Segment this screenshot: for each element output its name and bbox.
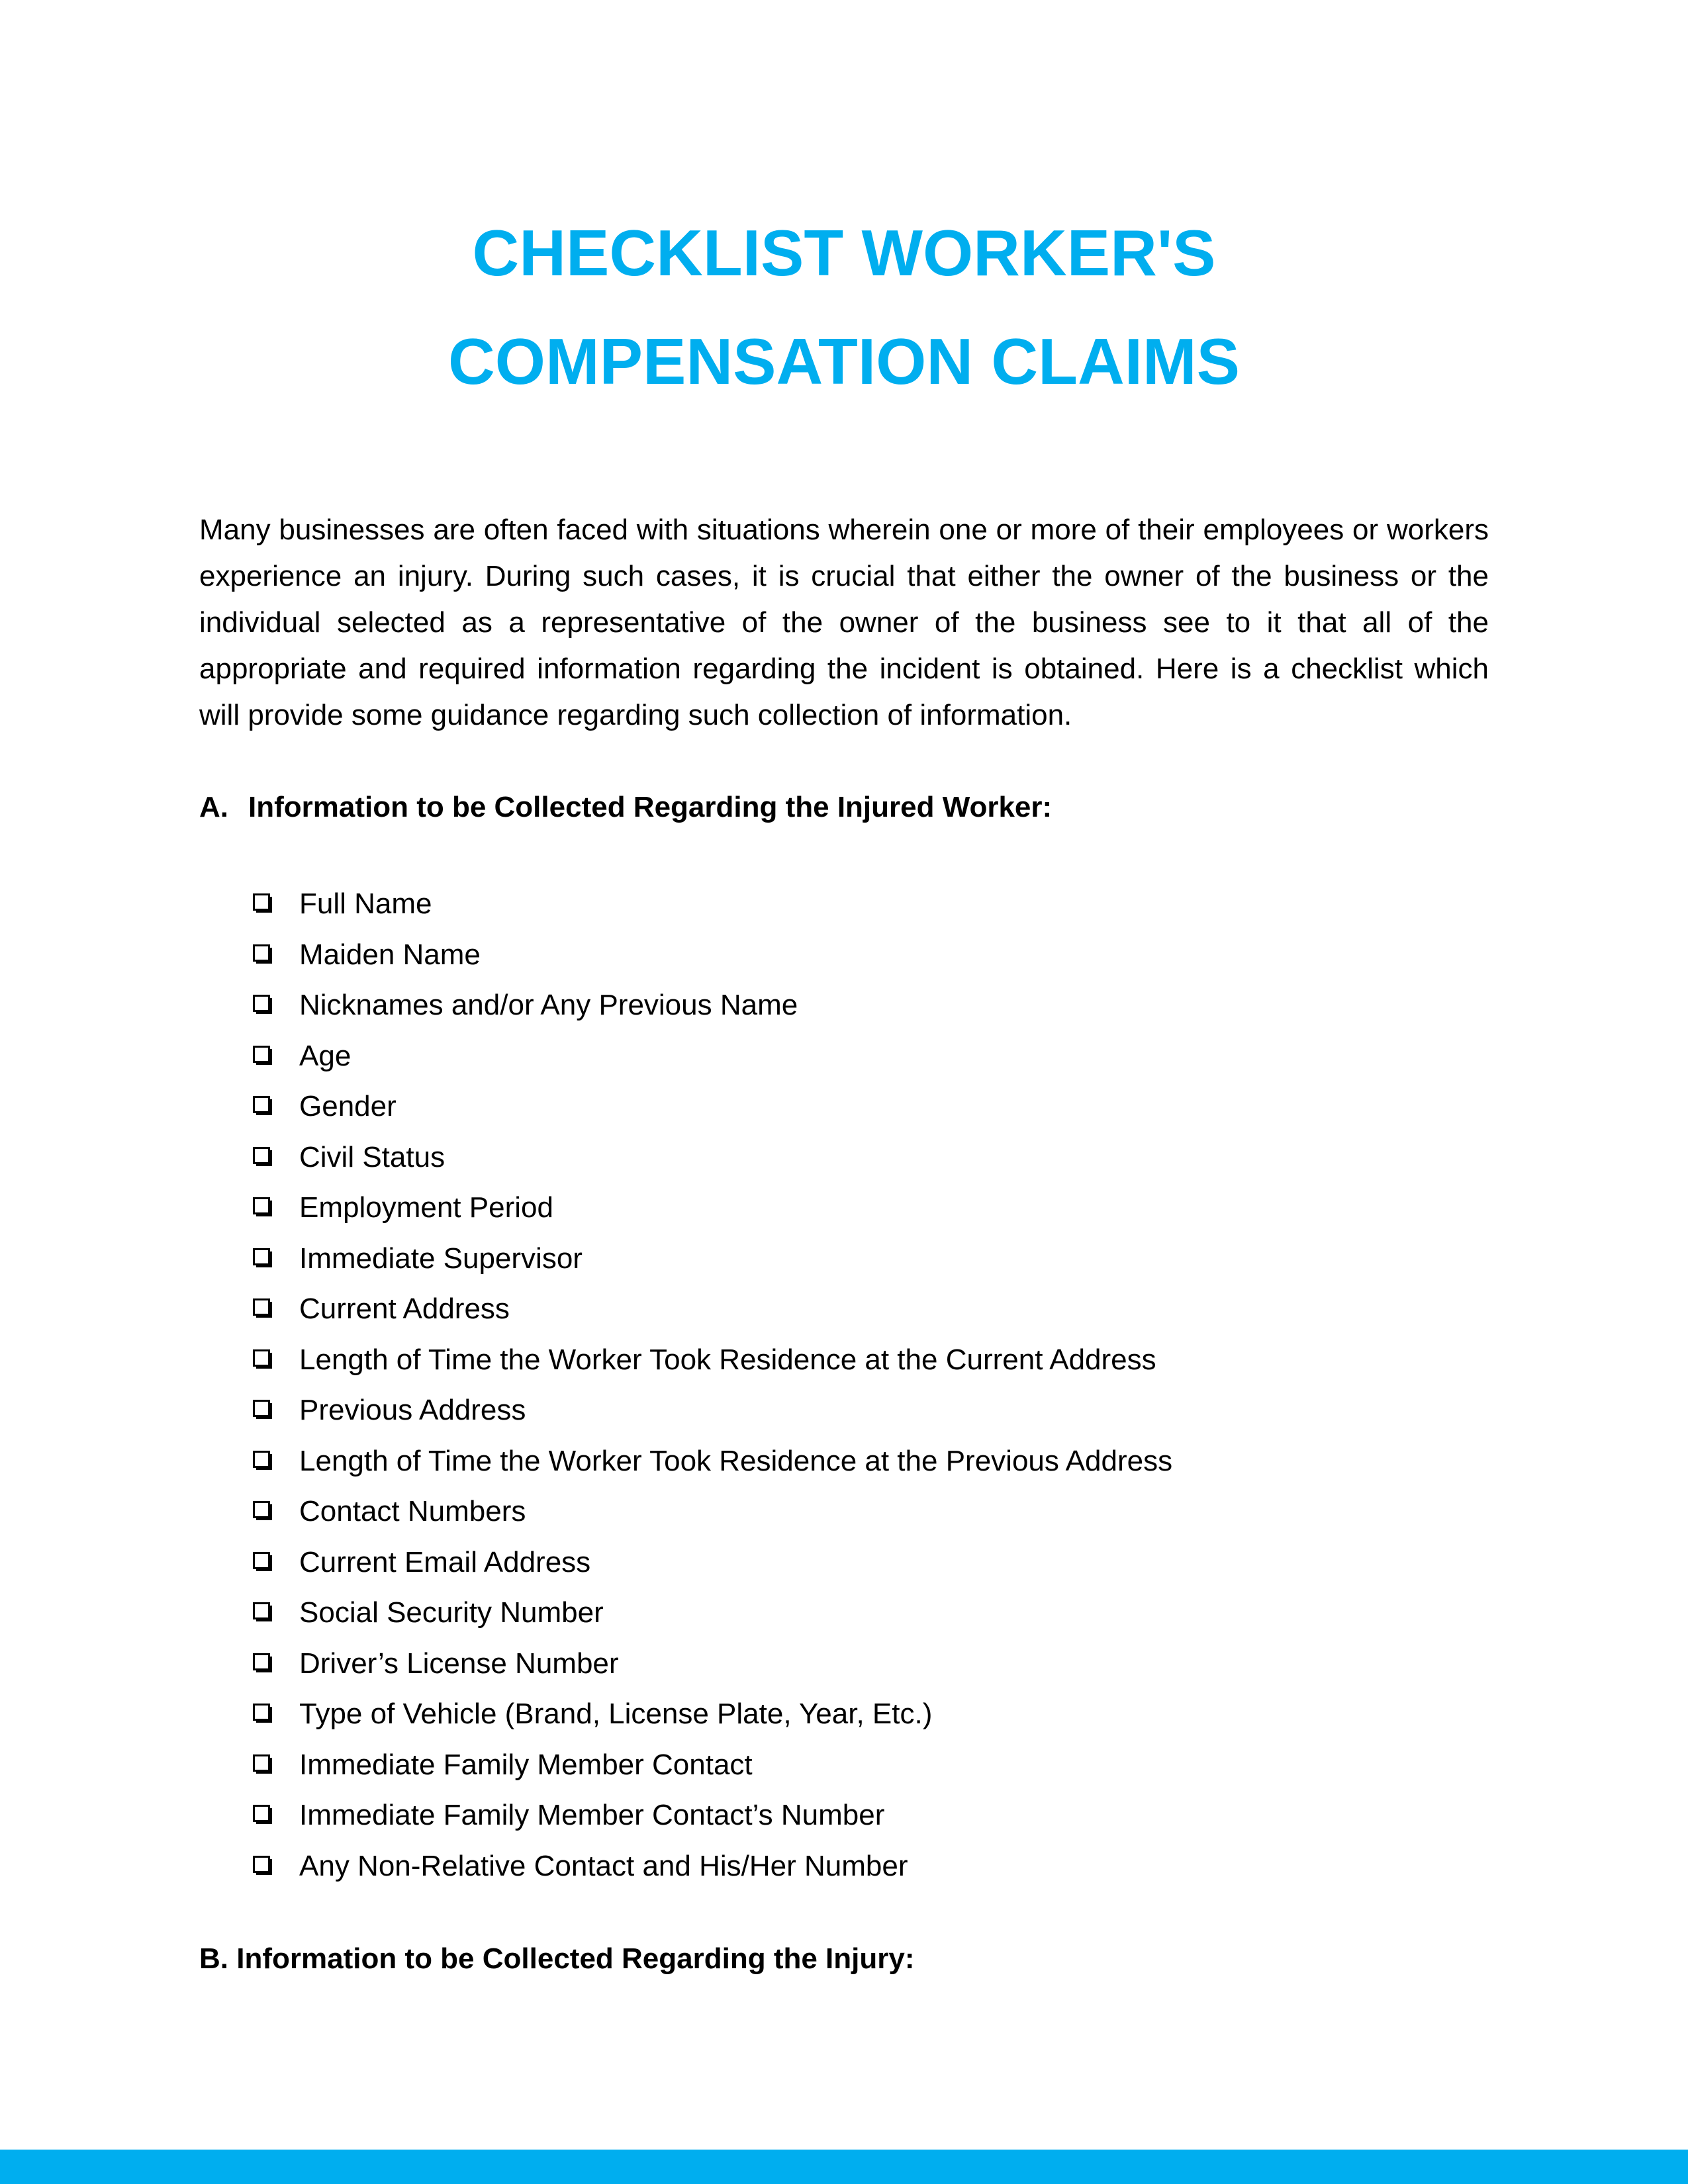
checkbox-icon[interactable]: [252, 985, 299, 1025]
checklist-item-label: Age: [299, 1039, 352, 1072]
checklist-item: [252, 1745, 1172, 1796]
checklist-item: [252, 1390, 1172, 1441]
checklist-item: [252, 1593, 1172, 1644]
checklist-item-label: Current Address: [299, 1293, 510, 1325]
document-title: [0, 199, 1688, 416]
section-a-letter: A.: [199, 791, 228, 823]
checklist-item: [252, 1796, 1172, 1846]
checklist-item: [252, 1289, 1172, 1340]
checkbox-icon[interactable]: [252, 1239, 299, 1279]
checkbox-icon[interactable]: [252, 1340, 299, 1380]
title-line-1: CHECKLIST WORKER'S: [472, 216, 1216, 289]
checklist-item-label: Nicknames and/or Any Previous Name: [299, 989, 798, 1021]
checklist-item-label: Maiden Name: [299, 938, 481, 971]
checkbox-icon[interactable]: [252, 1188, 299, 1228]
checkbox-icon[interactable]: [252, 1796, 299, 1835]
checklist-item-label: Immediate Supervisor: [299, 1242, 583, 1275]
checklist-item-label: Civil Status: [299, 1140, 445, 1173]
checklist-item-label: Full Name: [299, 887, 432, 920]
section-a-title: Information to be Collected Regarding the Injured Worker:: [248, 791, 1053, 823]
checkbox-icon[interactable]: [252, 1593, 299, 1633]
footer-accent-bar: [0, 2150, 1688, 2184]
checklist-item: [252, 985, 1172, 1036]
checklist-item: [252, 1036, 1172, 1087]
checklist-item-label: Gender: [299, 1090, 397, 1122]
checklist-item-label: Type of Vehicle (Brand, License Plate, Year, Etc.): [299, 1698, 933, 1730]
checklist-item: [252, 1644, 1172, 1695]
section-b-heading: B. Information to be Collected Regarding the Injury:: [199, 1942, 915, 1975]
checklist-item: [252, 1188, 1172, 1239]
title-line-2: COMPENSATION CLAIMS: [448, 325, 1240, 398]
checklist-item: [252, 1543, 1172, 1594]
checklist-item: [252, 1239, 1172, 1290]
worker-info-checklist: [252, 884, 1172, 1897]
checklist-item: [252, 1138, 1172, 1189]
checklist-item-label: Previous Address: [299, 1394, 526, 1426]
checklist-item-label: Contact Numbers: [299, 1495, 526, 1527]
checklist-item-label: Current Email Address: [299, 1545, 591, 1578]
checklist-item: [252, 884, 1172, 935]
checklist-item-label: Employment Period: [299, 1191, 553, 1224]
checkbox-icon[interactable]: [252, 1390, 299, 1430]
checklist-item: [252, 1441, 1172, 1492]
checklist-item: [252, 1340, 1172, 1391]
checklist-item-label: Length of Time the Worker Took Residence at the Previous Address: [299, 1444, 1173, 1477]
checkbox-icon[interactable]: [252, 1543, 299, 1582]
checklist-item-label: Immediate Family Member Contact: [299, 1748, 753, 1781]
checkbox-icon[interactable]: [252, 884, 299, 924]
checklist-item: [252, 1846, 1172, 1897]
checkbox-icon[interactable]: [252, 1745, 299, 1785]
checklist-item-label: Any Non-Relative Contact and His/Her Number: [299, 1849, 908, 1882]
checkbox-icon[interactable]: [252, 1694, 299, 1734]
checkbox-icon[interactable]: [252, 1492, 299, 1531]
checklist-item: [252, 1694, 1172, 1745]
checkbox-icon[interactable]: [252, 1644, 299, 1684]
checklist-item: [252, 1087, 1172, 1138]
checkbox-icon[interactable]: [252, 1846, 299, 1886]
checkbox-icon[interactable]: [252, 1138, 299, 1177]
checkbox-icon[interactable]: [252, 1087, 299, 1126]
checklist-item: [252, 1492, 1172, 1543]
checkbox-icon[interactable]: [252, 935, 299, 975]
checklist-item-label: Length of Time the Worker Took Residence at the Current Address: [299, 1343, 1156, 1376]
checkbox-icon[interactable]: [252, 1289, 299, 1329]
checklist-item-label: Immediate Family Member Contact’s Number: [299, 1799, 885, 1831]
checkbox-icon[interactable]: [252, 1441, 299, 1481]
section-a-heading: [199, 788, 1052, 827]
checkbox-icon[interactable]: [252, 1036, 299, 1076]
checklist-item: [252, 935, 1172, 986]
checklist-item-label: Social Security Number: [299, 1596, 604, 1629]
checklist-item-label: Driver’s License Number: [299, 1647, 619, 1680]
intro-paragraph: Many businesses are often faced with situations wherein one or more of their employees or workers experience an injury. During such cases, it is crucial that either the owner of the business or the individual selected as a representative of the owner of the business see to it that all of the appropriate and required information regarding the incident is obtained. Here is a checklist which will provide some guidance regarding such collection of information.: [199, 514, 1489, 731]
